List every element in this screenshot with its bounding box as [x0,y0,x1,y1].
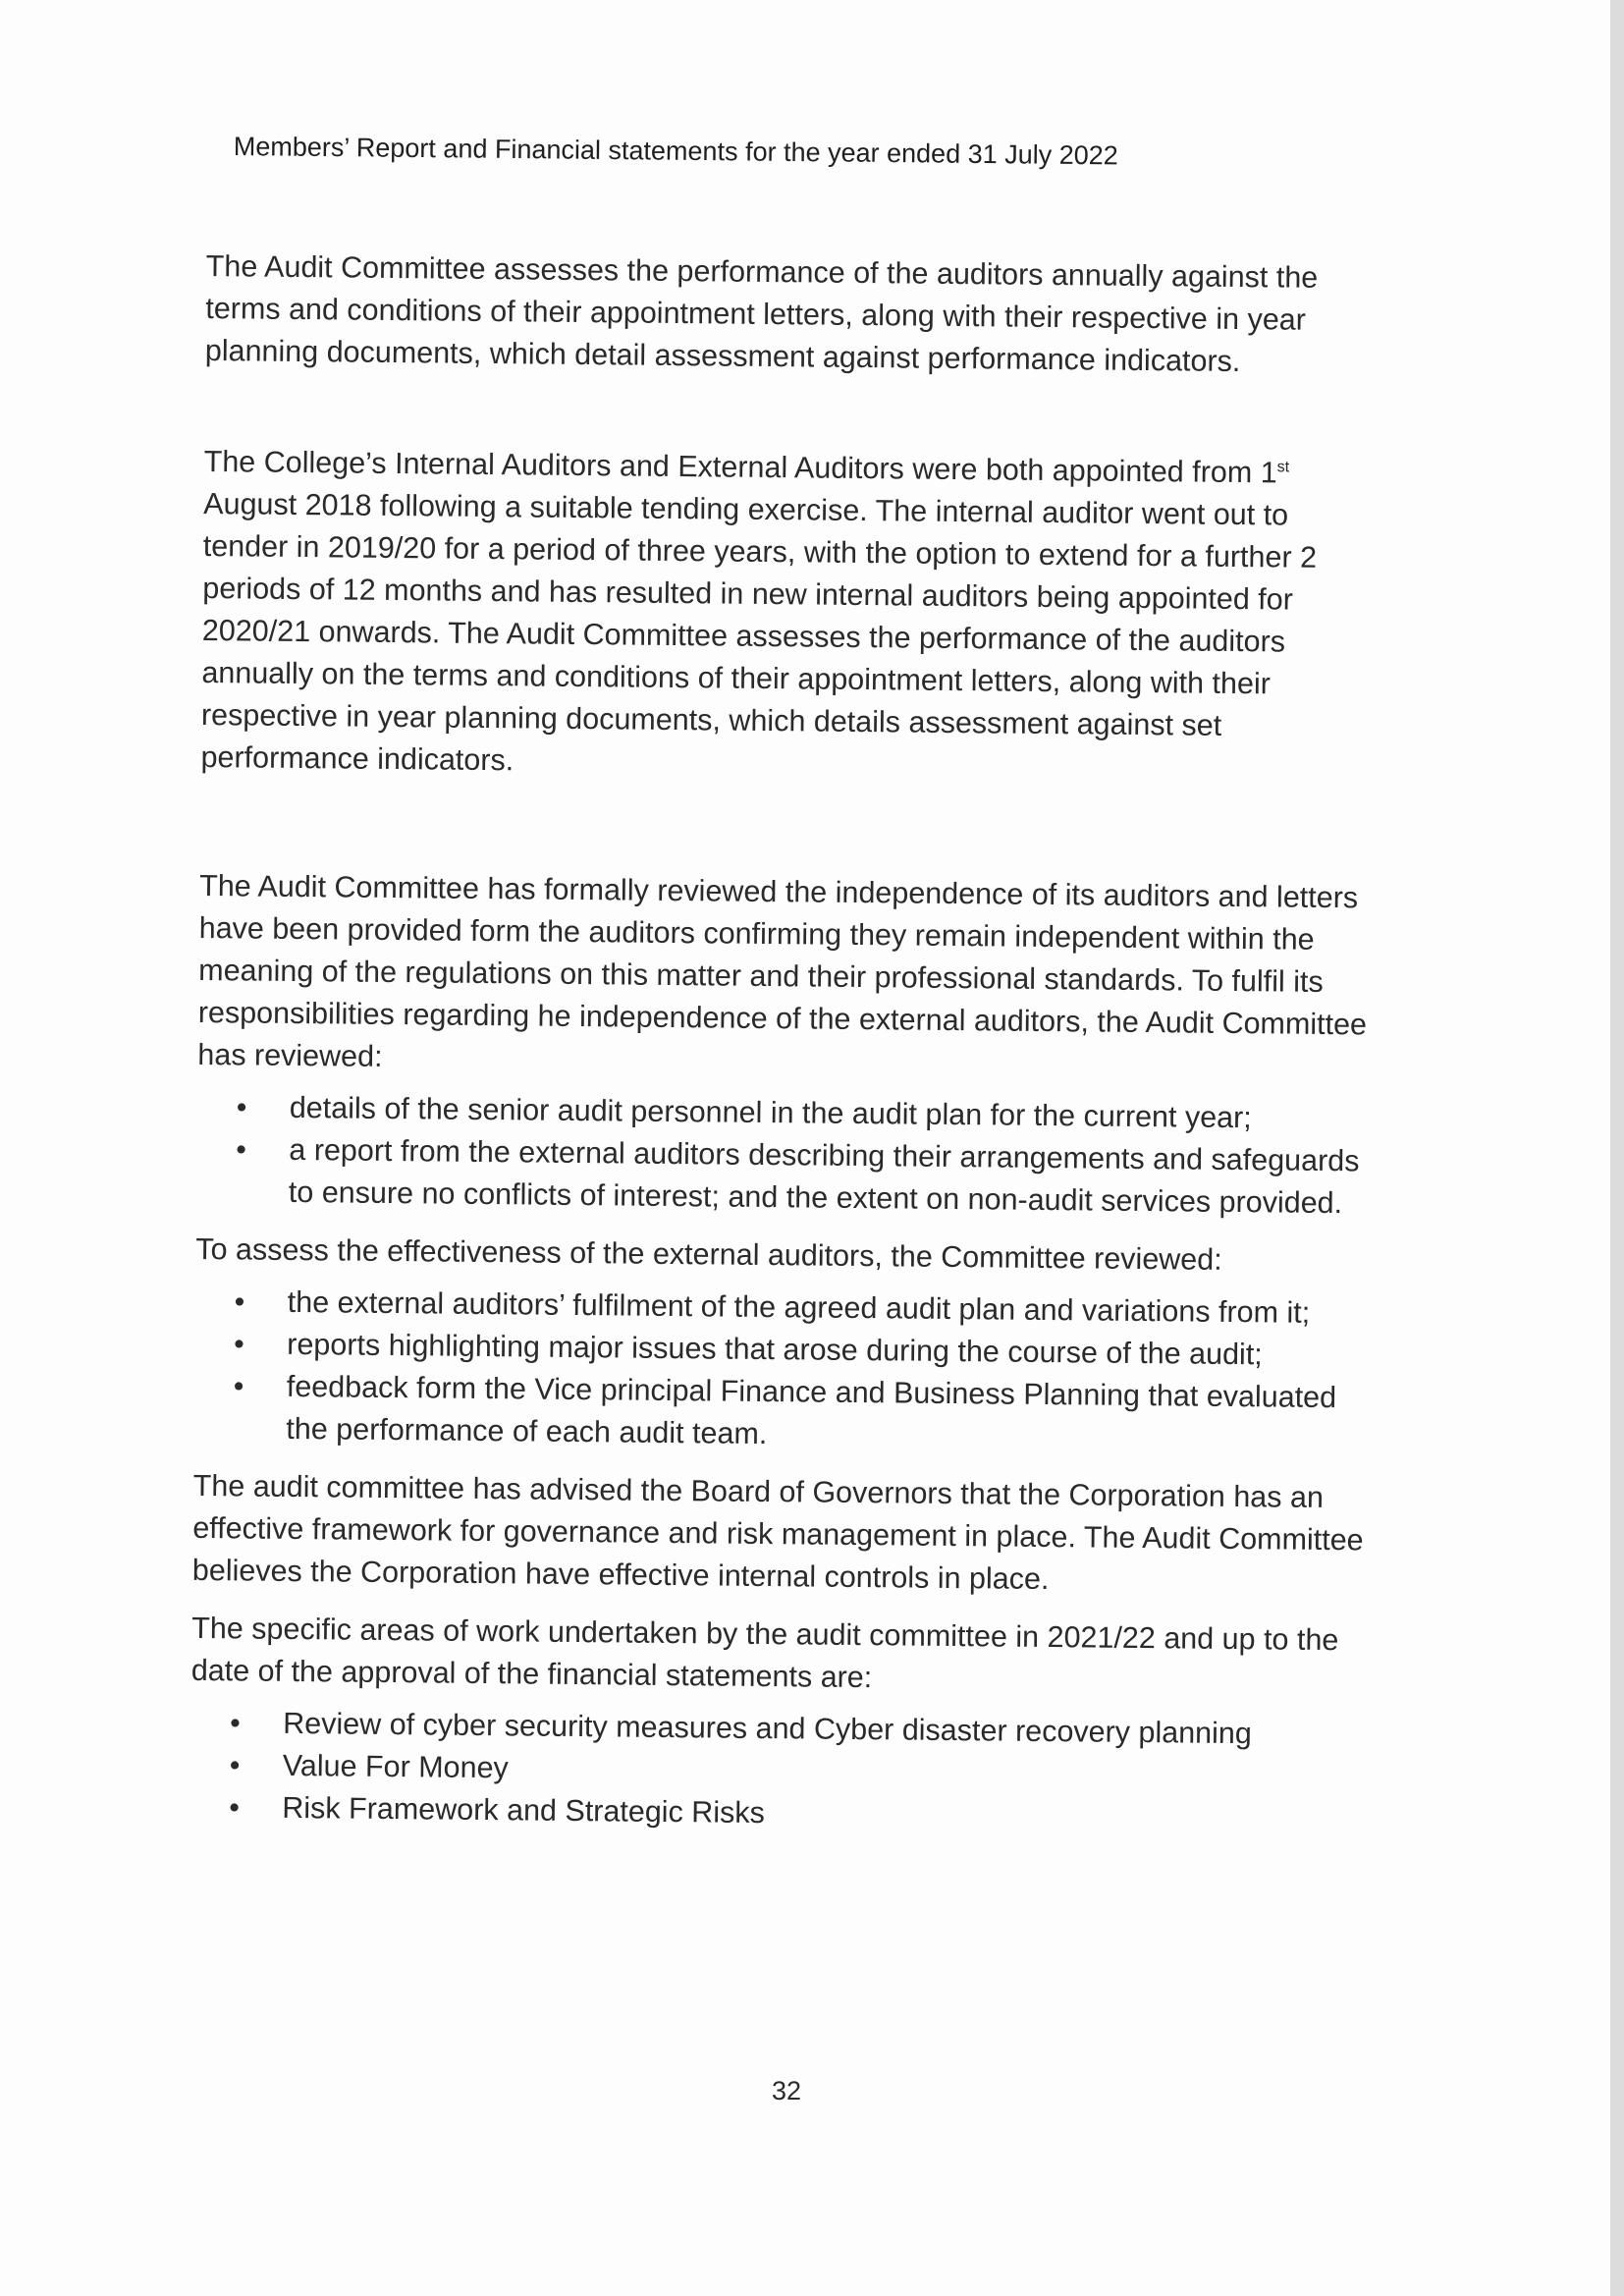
paragraph-spacer [199,779,1374,878]
list-item: • reports highlighting major issues that arose during the course of the audit; [287,1324,1368,1378]
appointment-text-rest: August 2018 following a suitable tending exercise. The internal auditor went out to tender in 2019/20 for a period of three years, with the option to extend for a further 2 periods of 12 months and has resulted in new internal auditors being appointed for 2020/21 onwards. The Audit Committee assesses the performance of the auditors annually on the terms and conditions of their appointment letters, along with their respective in year planning documents, which details assessment against set performance indicators. [200,486,1318,778]
page-number: 32 [772,2076,802,2105]
paragraph-auditor-appointment [200,441,1378,791]
paragraph-effectiveness: To assess the effectiveness of the external auditors, the Committee reviewed: [195,1231,1222,1277]
paragraph-governance-advice: The audit committee has advised the Board of Governors that the Corporation has an effective framework for governance and risk management in place. The Audit Committee believes the Corporation have effective internal controls in place. [191,1468,1364,1597]
paragraph-spacer [204,372,1379,454]
independence-review-list [196,1086,1371,1226]
appointment-text-start: The College’s Internal Auditors and External Auditors were both appointed from 1 [203,444,1277,490]
list-item: • details of the senior audit personnel in the audit plan for the current year; [290,1087,1371,1141]
work-areas-list [189,1702,1364,1841]
list-item: • the external auditors’ fulfilment of the agreed audit plan and variations from it; [288,1282,1369,1336]
list-item: • Value For Money [283,1745,1364,1799]
effectiveness-review-list [193,1281,1369,1462]
paragraph-work-areas-intro: The specific areas of work undertaken by the audit committee in 2021/22 and up to the date of the approval of the financial statements are: [190,1611,1339,1695]
list-item: • Risk Framework and Strategic Risks [282,1787,1363,1841]
ordinal-suffix: st [1276,459,1290,476]
page-header: Members’ Report and Financial statements for the year ended 31 July 2022 [233,132,1118,171]
paragraph-auditor-assessment: The Audit Committee assesses the performance of the auditors annually against the terms and conditions of their appointment letters, along with their respective in year planning documents, which detail assessment against performance indicators. [204,248,1319,379]
paragraph-independence: The Audit Committee has formally reviewed the independence of its auditors and letters have been provided form the auditors confirming they remain independent within the meaning of the regulations on this matter and their professional standards. To fulfil its responsibilities regarding he independence of the external auditors, the Audit Committee has reviewed: [197,868,1368,1073]
list-item: • Review of cyber security measures and Cyber disaster recovery planning [283,1703,1364,1757]
document-body [189,246,1380,1840]
list-item: • feedback form the Vice principal Finance and Business Planning that evaluated the performance of each audit team. [286,1366,1368,1462]
list-item: • a report from the external auditors describing their arrangements and safeguards to ensure no conflicts of interest; and the extent on non-audit services provided. [289,1129,1371,1226]
scan-edge-shadow [1610,0,1624,2296]
